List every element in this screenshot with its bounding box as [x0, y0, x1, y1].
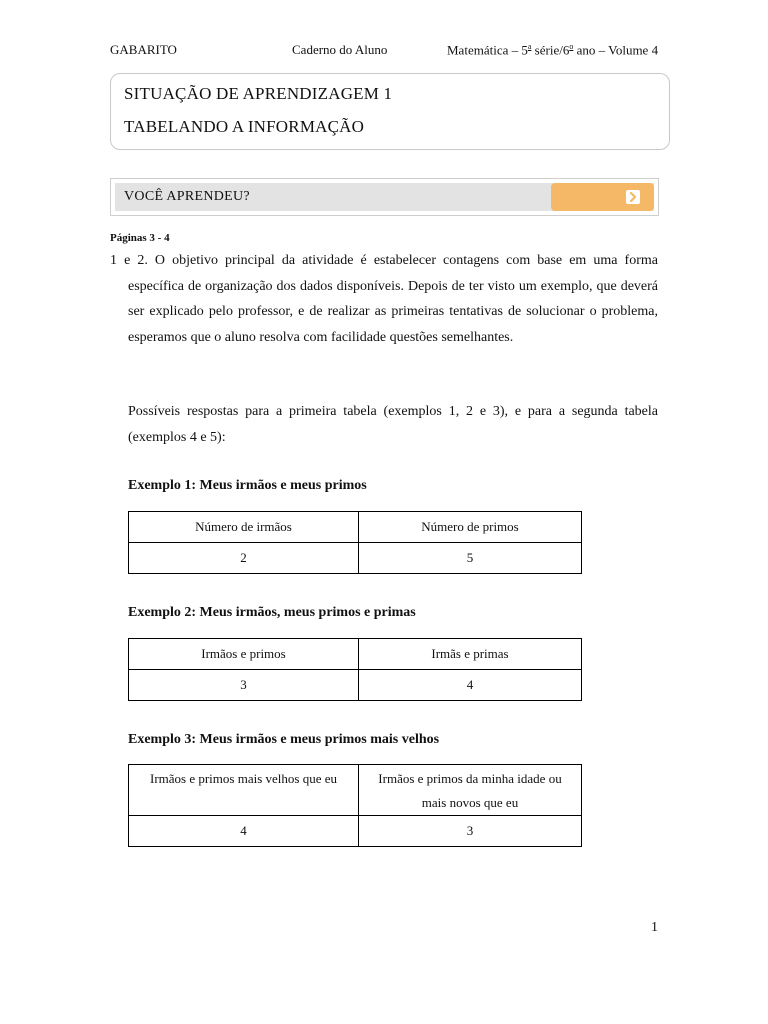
header-left: GABARITO — [110, 42, 177, 57]
voce-aprendeu-button[interactable] — [551, 183, 654, 211]
example-2-title: Exemplo 2: Meus irmãos, meus primos e primas — [128, 605, 416, 620]
table-header-cell: Irmãos e primos da minha idade ou mais novos que eu — [359, 765, 582, 816]
paragraph-answers-intro: Possíveis respostas para a primeira tabela (exemplos 1, 2 e 3), e para a segunda tabela (exemplos 4 e 5): — [128, 404, 658, 445]
example-1-table — [128, 511, 582, 574]
voce-aprendeu-banner — [110, 178, 659, 216]
table-header-cell: Irmãos e primos mais velhos que eu — [129, 765, 359, 816]
header-right-suffix: ano – Volume 4 — [573, 42, 659, 58]
example-3-table — [128, 764, 582, 847]
table-header-row — [129, 512, 582, 543]
header-right-sup1: a — [527, 42, 532, 51]
header-right — [447, 42, 658, 58]
table-header-row — [129, 639, 582, 670]
chevron-right-icon — [626, 190, 640, 204]
table-row — [129, 670, 582, 701]
table-header-cell: Irmãos e primos — [129, 639, 359, 670]
header-middle: Caderno do Aluno — [292, 42, 388, 57]
table-cell: 3 — [359, 816, 582, 847]
table-row — [129, 543, 582, 574]
table-header-row — [129, 765, 582, 816]
header-right-prefix: Matemática – 5 — [447, 42, 528, 58]
voce-aprendeu-label: VOCÊ APRENDEU? — [124, 189, 250, 204]
paragraph-objective: 1 e 2. O objetivo principal da atividade é estabelecer contagens com base em uma forma específica de organização dos dados disponíveis. Depois de ter visto um exemplo, que deverá ser explicado pelo professor, e de realizar as primeiras tentativas de solucionar o problema, esperamos que o aluno resolva com facilidade questões semelhantes. — [110, 253, 658, 345]
table-row — [129, 816, 582, 847]
section-title-box — [110, 73, 670, 150]
table-header-cell: Número de irmãos — [129, 512, 359, 543]
table-cell: 2 — [129, 543, 359, 574]
example-1-title: Exemplo 1: Meus irmãos e meus primos — [128, 478, 367, 493]
table-cell: 5 — [359, 543, 582, 574]
example-3-title: Exemplo 3: Meus irmãos e meus primos mais velhos — [128, 732, 440, 747]
table-cell: 4 — [359, 670, 582, 701]
example-2-table — [128, 638, 582, 701]
table-cell: 3 — [129, 670, 359, 701]
section-subtitle: TABELANDO A INFORMAÇÃO — [124, 117, 365, 136]
section-title: SITUAÇÃO DE APRENDIZAGEM 1 — [124, 84, 393, 103]
table-header-cell: Irmãs e primas — [359, 639, 582, 670]
table-cell: 4 — [129, 816, 359, 847]
header-right-mid: série/6 — [531, 42, 570, 58]
pages-label: Páginas 3 - 4 — [110, 232, 170, 244]
page-number: 1 — [651, 920, 658, 935]
voce-aprendeu-inner — [115, 183, 654, 211]
header-right-sup2: o — [569, 42, 574, 51]
table-header-cell: Número de primos — [359, 512, 582, 543]
